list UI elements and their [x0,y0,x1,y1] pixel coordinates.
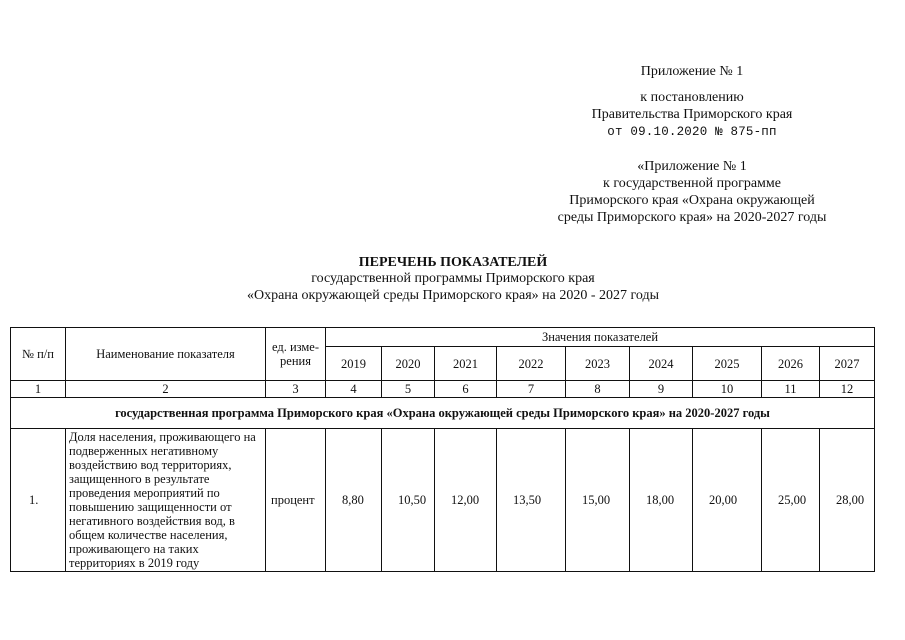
column-number: 10 [693,381,762,398]
row-number: 1. [11,429,66,572]
document-subtitle-2: «Охрана окружающей среды Приморского края» на 2020 - 2027 годы [246,288,660,303]
col-header-name: Наименование показателя [66,328,266,381]
value-cell: 8,80 [326,429,382,572]
year-header: 2025 [693,347,762,381]
program-appendix-line-3: Приморского края «Охрана окружающей [569,193,815,208]
value-cell: 28,00 [820,429,875,572]
year-header: 2027 [820,347,875,381]
indicators-table [10,327,875,572]
program-appendix-line-4: среды Приморского края» на 2020-2027 годы [557,210,827,225]
resolution-reference: от 09.10.2020 № 875-пп [607,125,777,139]
value-cell: 25,00 [762,429,820,572]
column-number: 3 [266,381,326,398]
col-header-unit: ед. изме-рения [266,328,326,381]
program-row [11,398,875,429]
year-header: 2020 [382,347,435,381]
program-appendix-line-1: «Приложение № 1 [637,159,747,174]
column-number: 12 [820,381,875,398]
year-header: 2021 [435,347,497,381]
value-cell: 20,00 [693,429,762,572]
year-header: 2026 [762,347,820,381]
indicator-unit: процент [266,429,326,572]
program-row-title: государственная программа Приморского края «Охрана окружающей среды Приморского края» на 2020-2027 годы [11,398,875,429]
col-header-values: Значения показателей [326,328,875,347]
resolution-line-1: к постановлению [640,90,744,105]
year-header: 2023 [566,347,630,381]
header-row-1 [11,328,875,347]
program-appendix-line-2: к государственной программе [603,176,781,191]
year-header: 2022 [497,347,566,381]
appendix-title: Приложение № 1 [640,64,744,79]
document-title: ПЕРЕЧЕНЬ ПОКАЗАТЕЛЕЙ [358,255,548,270]
column-number: 6 [435,381,497,398]
value-cell: 15,00 [566,429,630,572]
resolution-line-2: Правительства Приморского края [591,107,793,122]
year-header: 2024 [630,347,693,381]
document-subtitle-1: государственной программы Приморского края [311,271,595,286]
column-number: 8 [566,381,630,398]
column-number: 5 [382,381,435,398]
column-number: 4 [326,381,382,398]
value-cell: 18,00 [630,429,693,572]
indicator-name: Доля населения, проживающего на подверженных негативному воздействию вод территориях, защищенного в результате проведения мероприятий по повышению защищенности от негативного воздействия вод, в общем количестве населения, проживающего на таких территориях в 2019 году [66,429,266,572]
column-number: 11 [762,381,820,398]
col-header-number: № п/п [11,328,66,381]
value-cell: 12,00 [435,429,497,572]
table-row [11,429,875,572]
column-number-row [11,381,875,398]
column-number: 1 [11,381,66,398]
year-header: 2019 [326,347,382,381]
column-number: 2 [66,381,266,398]
column-number: 9 [630,381,693,398]
value-cell: 10,50 [382,429,435,572]
column-number: 7 [497,381,566,398]
value-cell: 13,50 [497,429,566,572]
